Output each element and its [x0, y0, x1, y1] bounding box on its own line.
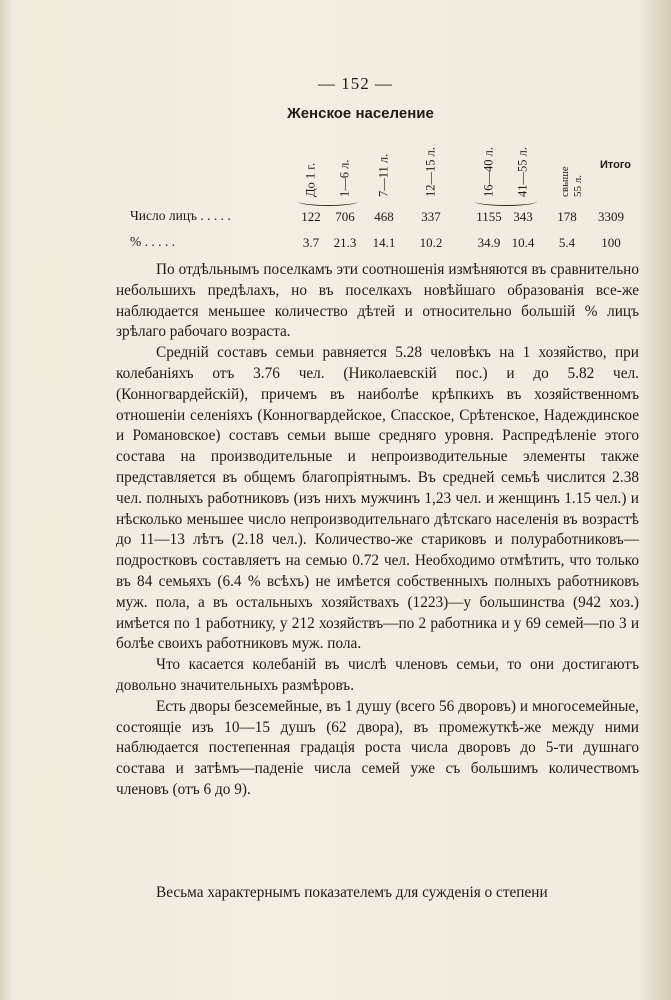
paragraph: Средній составъ семьи равняется 5.28 человѣкъ на 1 хозяйство, при колебаніяхъ отъ 3.76 чел. (Николаевскій пос.) и до 5.82 чел. (Конногвардейскій), причемъ въ наиболѣе крѣпкихъ въ хозяйственномъ отношеніи селеніяхъ (Конногвардейское, Спасское, Срѣтенское, Надеждинское и Романовское) составъ семьи выше средняго уровня. Распредѣленіе этого состава на производительные и непроизводительные элементы также представляется въ общемъ благопріятнымъ. Въ средней семьѣ числится 2.38 чел. полныхъ работниковъ (изъ нихъ мужчинъ 1,23 чел. и женщинъ 1.15 чел.) и нѣсколько меньшее число непроизводительнаго дѣтскаго населенія въ возрастѣ до 11—13 лѣтъ (2.18 чел.). Количество-же стариковъ и полуработниковъ—подростковъ составляетъ на семью 0.72 чел. Необходимо отмѣтить, что только въ 84 семьяхъ (6.4 % всѣхъ) не имѣется собственныхъ полныхъ работниковъ муж. пола, а въ остальныхъ хозяйствахъ (1223)—у большинства (942 хоз.) имѣется по 1 работнику, у 212 хозяйствъ—по 2 работника и у 69 семей—по 3 и болѣе своихъ работниковъ муж. пола.: [116, 344, 639, 653]
header-total: Итого: [600, 159, 632, 171]
section-title: Женское население: [287, 105, 434, 122]
body-text: [116, 260, 639, 801]
paragraph: Есть дворы безсемейные, въ 1 душу (всего 56 дворовъ) и многосемейные, состоящіе изъ 10—15 душъ (62 двора), въ промежуткѣ-же между ними наблюдается постепенная градація роста числа дворовъ до 5-ти душнаго состава и затѣмъ—паденіе числа семей уже съ большимъ количествомъ членовъ (отъ 6 до 9).: [116, 697, 639, 798]
header-age-5: 41—55 л.: [515, 147, 530, 197]
table-cell: 5.4: [558, 235, 576, 250]
header-brace-adults: [475, 197, 537, 206]
header-age-0: До 1 г.: [303, 162, 318, 197]
table-cell: 343: [513, 209, 533, 224]
header-age-4: 16—40 л.: [481, 147, 496, 197]
paragraph: Что касается колебаній въ числѣ членовъ семьи, то они достигаютъ довольно значительныхъ размѣровъ.: [116, 656, 639, 694]
header-age-3: 12—15 л.: [423, 147, 438, 197]
table-cell: 122: [301, 209, 321, 224]
header-over55-years: 55 л.: [572, 175, 584, 197]
header-age-2: 7—11 л.: [376, 153, 391, 197]
table-cell: 100: [601, 235, 621, 250]
table-cell: 337: [421, 209, 441, 224]
table-cell: 178: [557, 209, 577, 224]
table-cell: 34.9: [477, 235, 501, 250]
table-cell: 10.4: [511, 235, 535, 250]
table-cell: 10.2: [419, 235, 443, 250]
header-brace-children: [298, 197, 358, 206]
table-cell: 706: [335, 209, 355, 224]
table-cell: 1155: [476, 209, 502, 224]
table-cell: 3.7: [302, 235, 320, 250]
page-number: — 152 —: [318, 74, 393, 93]
table-cell: 21.3: [333, 235, 357, 250]
table-cell: 3309: [598, 209, 624, 224]
population-table: [130, 135, 640, 255]
row-label-percent: % . . . . .: [130, 234, 175, 249]
row-label-count: Число лицъ . . . . .: [130, 208, 231, 223]
header-over55: свыше: [559, 166, 571, 197]
paragraph: По отдѣльнымъ поселкамъ эти соотношенія измѣняются въ сравнительно небольшихъ предѣлахъ, но въ поселкахъ новѣйшаго образованія все-же наблюдается меньшее количество дѣтей и относительно большій % лицъ зрѣлаго рабочаго возраста.: [116, 261, 639, 341]
header-age-1: 1—6 л.: [337, 159, 352, 197]
table-cell: 14.1: [372, 235, 396, 250]
table-cell: 468: [374, 209, 394, 224]
paragraph-start: Весьма характернымъ показателемъ для сужденія о степени: [156, 884, 548, 901]
